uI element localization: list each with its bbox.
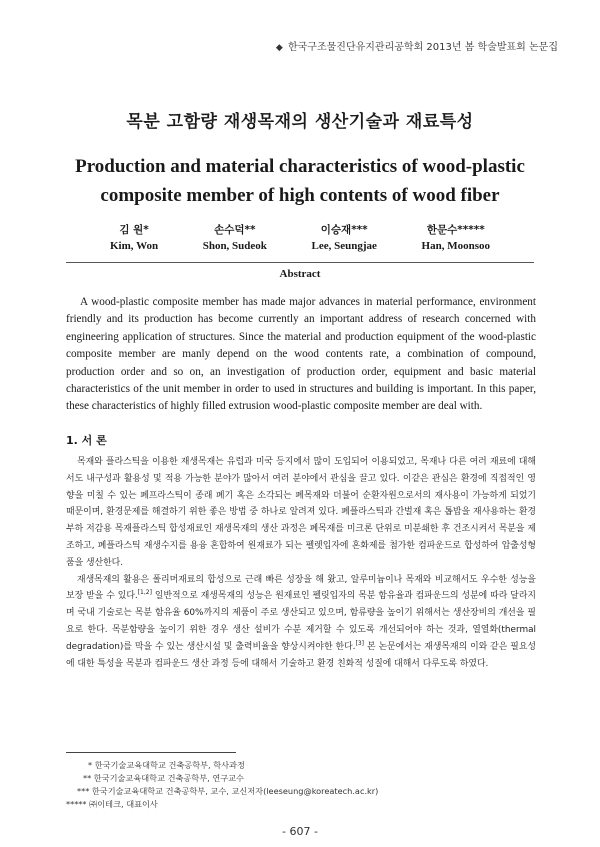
author-2 [203,222,267,252]
footnote-2: ** 한국기술교육대학교 건축공학부, 연구교수 [83,773,244,783]
header-text: 한국구조물진단유지관리공학회 2013년 봄 학술발표회 논문집 [287,42,558,53]
author-name-ko: 이승재*** [320,224,368,236]
title-korean: 목분 고함량 재생목재의 생산기술과 재료특성 [126,112,474,132]
author-3 [312,222,377,252]
author-name-ko: 한문수***** [426,224,485,236]
footnotes [66,759,536,811]
running-header [276,38,558,53]
abstract-heading: Abstract [279,268,321,280]
author-name-en: Kim, Won [110,240,159,252]
intro-paragraph-1: 목재와 플라스틱을 이용한 재생목재는 유럽과 미국 등지에서 많이 도입되어 이용되었고, 목재나 다른 여러 재료에 대해서도 내구성과 활용성 및 적용 가능한 분야가 많아서 여러 분야에서 관심을 끌고 있다. 이같은 관심은 환경에 직접적인 영향을 미칠 수 있는 폐프라스틱이 종래 폐기 혹은 소각되는 폐목재와 더불어 순환자원으로서의 재사용이 가능하게 되었기 때문이며, 환경문제를 해결하기 위한 좋은 방법 중 하나로 알려져 있다. 폐플라스틱과 간벌재 혹은 톱밥을 재사용하는 환경부하 저감용 목재플라스틱 합성재료인 재생목재의 생산 과정은 폐목재를 미크론 단위로 미분쇄한 후 건조시켜서 목분을 제조하고, 폐플라스틱 재생수지를 용융 혼합하여 원재료가 되는 펠렛입자에 혼화제를 첨가한 컴파운드로 합성하여 압출성형품을 생산한다. [66,457,536,568]
author-4 [422,222,490,252]
author-name-en: Lee, Seungjae [311,240,377,252]
author-name-en: Shon, Sudeok [202,240,267,252]
intro-paragraph-2 [66,572,536,673]
footnote-3: *** 한국기술교육대학교 건축공학부, 교수, 교신저자(leeseung@koreatech.ac.kr) [77,786,379,796]
intro-p2-text-3: 본 논문에서는 재생목재의 이와 같은 필요성에 대한 특성을 목분과 컴파운드 생산 과정 등에 대해서 기술하고 환경 친화적 성질에 대해서 다루도록 하였다. [66,641,536,669]
footnote-divider [66,752,236,753]
author-name-en: Han, Moonsoo [421,240,490,252]
intro-p2-text-2: 일반적으로 재생목재의 성능은 원재료인 펠릿입자의 목분 함유율과 컴파운드의 성분에 따라 달라지며 국내 기술로는 목분 함유율 60%까지의 제품이 주로 생산되고 있으며, 함류량을 높이기 위해서는 생산장비의 개선을 필요로 한다. 목분함량을 높이기 위한 경우 생산 설비가 수분 제거할 수 있도록 개선되어야 하는 것과, 열열화(thermal degradation)를 막을 수 있는 생산시설 및 출력비율을 향상시켜야한 한다. [66,591,536,652]
citation-3: [3] [355,639,364,647]
title-english-line-2: composite member of high contents of wood fiber [100,185,500,206]
title-english [0,152,600,210]
section-heading-introduction: 1. 서 론 [66,434,107,447]
author-name-ko: 김 원* [119,224,149,236]
introduction-body [66,454,536,672]
intro-p2-text-1: 재생목재의 활용은 폴리머재료의 합성으로 근래 빠른 성장을 해 왔고, 알루미늄이나 목재와 비교해서도 우수한 성능을 보장 받을 수 있다. [66,574,536,602]
author-name-ko: 손수덕** [214,224,256,236]
footnote-4: ***** ㈜이테크, 대표이사 [66,799,158,809]
abstract-body: A wood-plastic composite member has made major advances in material performance, environment friendly and its production has become currently an important address of research concerned with engineering application of structures. Since the material and production equipment of the wood-plastic composite member are manly depend on the wood contents rate, a combination of compound, production order and so on, an investigation of production order, equipment and basic material characteristics of the unit member in order to used in structures and building is important. In this paper, these characteristics of highly filled extrusion wood-plastic composite member are deal with. [66,296,536,413]
diamond-icon: ◆ [275,43,283,53]
author-1 [110,222,158,252]
abstract-divider [66,262,534,263]
author-list [110,222,490,252]
page-number: - 607 - [282,825,318,838]
title-english-line-1: Production and material characteristics of wood-plastic [75,156,525,177]
footnote-1: * 한국기술교육대학교 건축공학부, 학사과정 [88,760,245,770]
citation-1-2: [1,2] [137,589,152,597]
